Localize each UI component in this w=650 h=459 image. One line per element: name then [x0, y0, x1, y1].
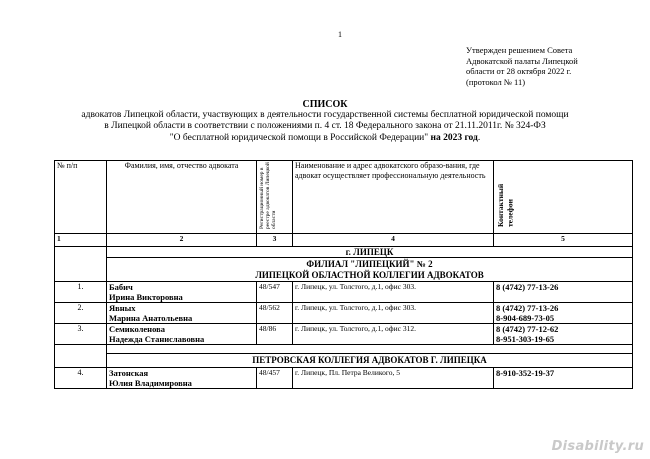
header-num: № п/п	[55, 161, 107, 234]
header-reg	[257, 161, 293, 234]
approval-line: (протокол № 11)	[466, 76, 526, 87]
header-name: Фамилия, имя, отчество адвоката	[107, 161, 257, 234]
phone-line: 8-904-689-73-05	[496, 313, 555, 323]
given-names: Марина Анатольевна	[109, 313, 193, 323]
row-number: 2.	[55, 303, 107, 324]
row-number: 3.	[55, 324, 107, 345]
given-names: Ирина Викторовна	[109, 292, 183, 302]
advocate-name	[107, 303, 257, 324]
section-title-line: ЛИПЕЦКОЙ ОБЛАСТНОЙ КОЛЛЕГИИ АДВОКАТОВ	[255, 270, 484, 280]
table-row	[55, 368, 633, 389]
subtitle-year: на 2023 год	[428, 132, 478, 143]
column-number-row	[55, 234, 633, 247]
registration-number: 48/86	[257, 324, 293, 345]
col-number: 3	[257, 234, 293, 247]
city-heading: г. ЛИПЕЦК	[107, 247, 633, 258]
surname: Явных	[109, 303, 136, 313]
surname: Бабич	[109, 282, 133, 292]
watermark-logo: Disability.ru	[551, 439, 644, 454]
address: г. Липецк, ул. Толстого, д.1, офис 303.	[293, 282, 494, 303]
address: г. Липецк, ул. Толстого, д.1, офис 312.	[293, 324, 494, 345]
col-number: 2	[107, 234, 257, 247]
registration-number: 48/562	[257, 303, 293, 324]
phone	[494, 282, 633, 303]
advocate-name	[107, 368, 257, 389]
advocate-name	[107, 282, 257, 303]
phone-line: 8-910-352-19-37	[496, 368, 555, 378]
page-number: 1	[338, 30, 342, 39]
header-reg-label: Регистрационный номер в реестре адвокатов Липецкой области	[259, 162, 277, 229]
section-header	[55, 258, 633, 282]
section-header	[55, 354, 633, 368]
approval-line: Утвержден решением Совета	[466, 45, 573, 55]
document-title: СПИСОК	[302, 99, 348, 110]
subtitle-line-1: адвокатов Липецкой области, участвующих в деятельности государственной системы бесплатной юридической помощи	[81, 110, 569, 120]
approval-line: Адвокатской палаты Липецкой	[466, 55, 578, 66]
subtitle-line-2: в Липецкой области в соответствии с положениями п. 4 ст. 18 Федерального закона от 21.11.2011г. № 324-ФЗ	[104, 121, 546, 132]
phone-line: 8 (4742) 77-13-26	[496, 303, 559, 313]
row-number: 4.	[55, 368, 107, 389]
subtitle-period: .	[477, 132, 481, 143]
subtitle-law-name: "О бесплатной юридической помощи в Российской Федерации"	[169, 132, 429, 143]
advocate-name	[107, 324, 257, 345]
address: г. Липецк, ул. Толстого, д.1, офис 303.	[293, 303, 494, 324]
col-number: 1	[55, 234, 107, 247]
approval-block	[466, 45, 578, 87]
given-names: Надежда Станиславовна	[109, 334, 205, 344]
phone-line: 8 (4742) 77-12-62	[496, 324, 559, 334]
section-header	[55, 345, 633, 354]
table-row	[55, 324, 633, 345]
row-number: 1.	[55, 282, 107, 303]
registration-number: 48/547	[257, 282, 293, 303]
phone	[494, 368, 633, 389]
registration-number: 48/457	[257, 368, 293, 389]
table-row	[55, 303, 633, 324]
header-phone-label: Контактный телефон	[496, 183, 515, 227]
phone	[494, 324, 633, 345]
phone-line: 8-951-303-19-65	[496, 334, 555, 344]
advocates-table	[54, 160, 633, 389]
document-subtitle	[20, 110, 630, 144]
surname: Затонская	[109, 368, 149, 378]
table-row	[55, 282, 633, 303]
header-phone	[494, 161, 633, 234]
section-title-line: ФИЛИАЛ "ЛИПЕЦКИЙ" № 2	[306, 259, 433, 269]
section-title	[107, 258, 633, 282]
approval-line: области от 28 октября 2022 г.	[466, 66, 572, 76]
section-title: ПЕТРОВСКАЯ КОЛЛЕГИЯ АДВОКАТОВ Г. ЛИПЕЦКА	[107, 354, 633, 368]
given-names: Юлия Владимировна	[109, 378, 192, 388]
address: г. Липецк, Пл. Петра Великого, 5	[293, 368, 494, 389]
phone	[494, 303, 633, 324]
surname: Семиколенова	[109, 324, 165, 334]
col-number: 5	[494, 234, 633, 247]
phone-line: 8 (4742) 77-13-26	[496, 282, 559, 292]
subtitle-line-3	[20, 133, 630, 144]
city-row	[55, 247, 633, 258]
table-header-row	[55, 161, 633, 234]
col-number: 4	[293, 234, 494, 247]
header-org: Наименование и адрес адвокатского образо-вания, где адвокат осуществляет профессиональную деятельность	[293, 161, 494, 234]
